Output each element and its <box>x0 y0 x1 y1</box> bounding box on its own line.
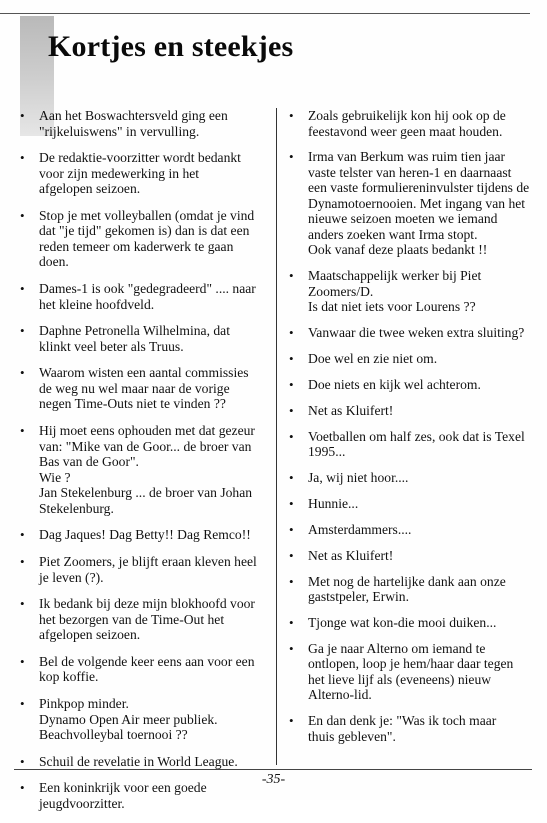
list-item-line: thuis gebleven". <box>308 728 396 744</box>
bullet-icon: • <box>289 325 294 341</box>
list-item-line: Maatschappelijk werker bij Piet <box>308 268 482 284</box>
list-item-line: Ik bedank bij deze mijn blokhoofd voor <box>39 596 255 612</box>
list-item-line: Een koninkrijk voor een goede <box>39 780 207 796</box>
page-title: Kortjes en steekjes <box>48 30 294 63</box>
list-item-line: Dynamo Open Air meer publiek. <box>39 711 218 727</box>
list-item <box>19 527 265 543</box>
list-item <box>288 470 528 486</box>
list-item-line: Tjonge wat kon-die mooi duiken... <box>308 615 497 631</box>
list-item <box>288 377 528 393</box>
list-item-line: Ook vanaf deze plaats bedankt !! <box>308 242 488 258</box>
list-item <box>288 548 528 564</box>
list-item-line: Pinkpop minder. <box>39 696 129 712</box>
list-item-line: feestavond weer geen maat houden. <box>308 123 503 139</box>
list-item-line: afgelopen seizoen. <box>39 181 141 197</box>
bullet-icon: • <box>20 696 25 712</box>
list-item-line: "rijkeluiswens" in vervulling. <box>39 123 200 139</box>
bottom-rule <box>14 769 532 770</box>
list-item-line: 1995... <box>308 444 346 460</box>
list-item-line: het kleine hoofdveld. <box>39 296 155 312</box>
list-item <box>19 596 265 643</box>
bullet-icon: • <box>289 402 294 418</box>
list-item <box>19 654 265 685</box>
bullet-icon: • <box>289 470 294 486</box>
bullet-icon: • <box>20 323 25 339</box>
bullet-icon: • <box>20 281 25 297</box>
bullet-icon: • <box>20 365 25 381</box>
list-item-line: Alterno-lid. <box>308 687 372 703</box>
list-item-line: Voetballen om half zes, ook dat is Texel <box>308 428 525 444</box>
list-item-line: Zoomers/D. <box>308 283 374 299</box>
list-item-line: klinkt veel beter als Truus. <box>39 338 184 354</box>
list-item <box>19 323 265 354</box>
list-item <box>19 108 265 139</box>
list-item-line: Bel de volgende keer eens aan voor een <box>39 653 255 669</box>
column-divider <box>276 108 277 765</box>
bullet-icon: • <box>289 496 294 512</box>
bullet-icon: • <box>289 376 294 392</box>
bullet-icon: • <box>289 149 294 165</box>
list-item-line: Daphne Petronella Wilhelmina, dat <box>39 323 230 339</box>
list-item-line: Dynamotoernooien. Met ingang van het <box>308 195 526 211</box>
right-column-list <box>288 108 528 755</box>
list-item-line: Doe niets en kijk wel achterom. <box>308 376 481 392</box>
bullet-icon: • <box>20 423 25 439</box>
list-item-line: Amsterdammers.... <box>308 521 412 537</box>
list-item-line: Hunnie... <box>308 496 359 512</box>
bullet-icon: • <box>20 527 25 543</box>
list-item <box>19 150 265 197</box>
list-item-line: Beachvolleybal toernooi ?? <box>39 727 188 743</box>
list-item-line: je leven (?). <box>39 569 104 585</box>
list-item-line: reden temeer om kaderwerk te gaan <box>39 238 234 254</box>
list-item-line: vaste telster van heren-1 en daarnaast <box>308 164 512 180</box>
list-item <box>19 554 265 585</box>
list-item <box>288 149 528 258</box>
list-item-line: Dag Jaques! Dag Betty!! Dag Remco!! <box>39 527 251 543</box>
bullet-icon: • <box>20 108 25 123</box>
list-item-line: Is dat niet iets voor Lourens ?? <box>308 299 476 315</box>
list-item-line: Ga je naar Alterno om iemand te <box>308 640 486 656</box>
list-item <box>288 522 528 538</box>
list-item-line: jeugdvoorzitter. <box>39 795 125 811</box>
list-item-line: Met nog de hartelijke dank aan onze <box>308 573 506 589</box>
bullet-icon: • <box>289 713 294 729</box>
top-rule <box>0 13 530 14</box>
list-item-line: van: "Mike van de Goor... de broer van <box>39 438 252 454</box>
list-item-line: Schuil de revelatie in World League. <box>39 753 238 769</box>
list-item-line: Doe wel en zie niet om. <box>308 351 438 367</box>
bullet-icon: • <box>20 753 25 769</box>
bullet-icon: • <box>289 521 294 537</box>
list-item <box>288 351 528 367</box>
bullet-icon: • <box>289 428 294 444</box>
list-item-line: Net as Kluifert! <box>308 547 394 563</box>
list-item-line: Wie ? <box>39 469 71 485</box>
list-item <box>19 754 265 770</box>
list-item <box>288 325 528 341</box>
list-item-line: voor zijn medewerking in het <box>39 165 200 181</box>
list-item-line: Bas van de Goor". <box>39 454 139 470</box>
list-item-line: Stop je met volleyballen (omdat je vind <box>39 207 255 223</box>
list-item <box>288 574 528 605</box>
list-item <box>288 496 528 512</box>
list-item <box>19 281 265 312</box>
list-item-line: de weg nu wel maar naar de vorige <box>39 380 230 396</box>
list-item-line: anders zoeken want Irma stopt. <box>308 226 478 242</box>
list-item <box>288 615 528 631</box>
list-item-line: Waarom wisten een aantal commissies <box>39 365 249 381</box>
list-item <box>288 429 528 460</box>
bullet-icon: • <box>289 615 294 631</box>
list-item-line: het bezorgen van de Time-Out het <box>39 611 225 627</box>
list-item <box>19 365 265 412</box>
list-item <box>288 403 528 419</box>
left-column-list <box>19 108 265 823</box>
bullet-icon: • <box>289 640 294 656</box>
list-item-line: En dan denk je: "Was ik toch maar <box>308 713 497 729</box>
list-item-line: negen Time-Outs niet te vinden ?? <box>39 396 226 412</box>
bullet-icon: • <box>20 653 25 669</box>
bullet-icon: • <box>20 596 25 612</box>
list-item-line: Jan Stekelenburg ... de broer van Johan <box>39 485 253 501</box>
list-item-line: Zoals gebruikelijk kon hij ook op de <box>308 108 506 123</box>
list-item-line: doen. <box>39 254 69 270</box>
list-item <box>19 208 265 270</box>
bullet-icon: • <box>289 573 294 589</box>
list-item-line: nieuwe seizoen moeten we iemand <box>308 211 498 227</box>
list-item <box>288 268 528 315</box>
list-item-line: Irma van Berkum was ruim tien jaar <box>308 149 506 165</box>
bullet-icon: • <box>20 554 25 569</box>
bullet-icon: • <box>289 351 294 367</box>
list-item-line: dat "je tijd" gekomen is) dan is dat een <box>39 223 250 239</box>
bullet-icon: • <box>289 547 294 563</box>
bullet-icon: • <box>20 207 25 223</box>
list-item <box>19 696 265 743</box>
list-item-line: Piet Zoomers, je blijft eraan kleven heel <box>39 554 257 569</box>
list-item-line: Aan het Boswachtersveld ging een <box>39 108 228 123</box>
list-item-line: Net as Kluifert! <box>308 402 394 418</box>
bullet-icon: • <box>20 150 25 166</box>
bullet-icon: • <box>289 268 294 284</box>
list-item-line: Ja, wij niet hoor.... <box>308 470 409 486</box>
list-item-line: ontlopen, loop je hem/haar daar tegen <box>308 656 514 672</box>
list-item <box>288 641 528 703</box>
list-item <box>288 108 528 139</box>
list-item-line: gaststpeler, Erwin. <box>308 589 410 605</box>
bullet-icon: • <box>289 108 294 123</box>
list-item-line: het lieve lijf als (eveneens) nieuw <box>308 671 492 687</box>
bullet-icon: • <box>20 780 25 796</box>
list-item-line: Stekelenburg. <box>39 500 114 516</box>
list-item-line: Vanwaar die twee weken extra sluiting? <box>308 325 525 341</box>
list-item-line: Hij moet eens ophouden met dat gezeur <box>39 423 255 439</box>
list-item <box>19 423 265 516</box>
list-item-line: kop koffie. <box>39 669 99 685</box>
page-number: -35- <box>261 772 286 787</box>
list-item-line: Dames-1 is ook "gedegradeerd" .... naar <box>39 281 256 297</box>
list-item-line: De redaktie-voorzitter wordt bedankt <box>39 150 241 166</box>
list-item <box>288 713 528 744</box>
list-item-line: afgelopen seizoen. <box>39 627 141 643</box>
list-item-line: een vaste formuliereninvulster tijdens de <box>308 180 530 196</box>
